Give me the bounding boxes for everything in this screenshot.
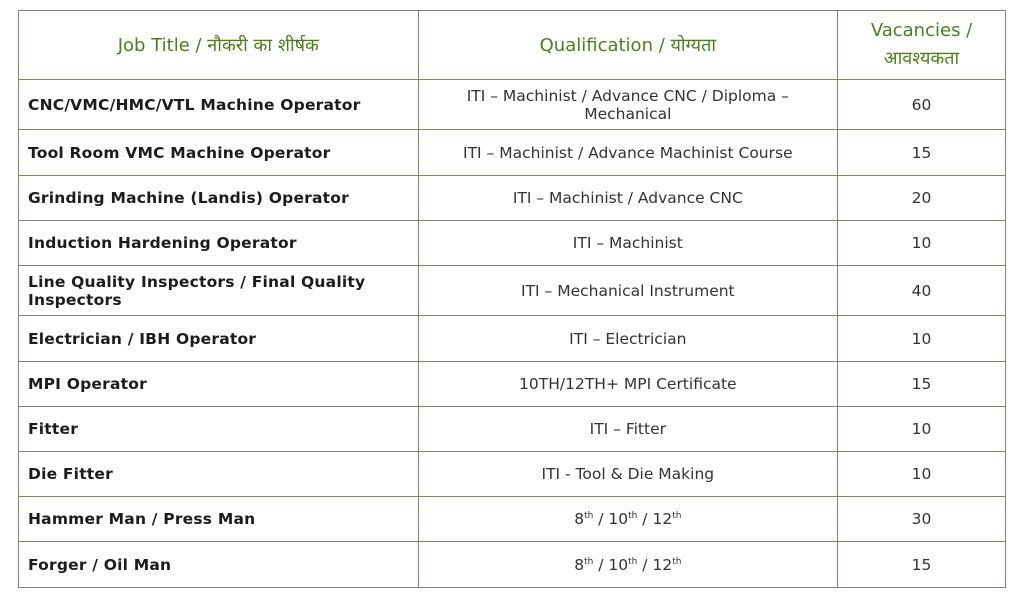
vacancies-cell: 15 — [838, 362, 1006, 407]
table-row — [19, 130, 1006, 176]
ordinal-suffix: th — [628, 556, 638, 567]
ordinal-suffix: th — [628, 510, 638, 521]
qualification-cell — [418, 407, 837, 452]
vacancies-cell: 40 — [838, 266, 1006, 316]
ordinal-suffix: th — [584, 510, 594, 521]
table-row — [19, 221, 1006, 266]
qualification-text: ITI – Mechanical Instrument — [521, 281, 735, 300]
qualification-cell — [418, 80, 837, 130]
job-title-cell: Die Fitter — [19, 452, 419, 497]
header-row — [19, 11, 1006, 80]
job-title-cell: Line Quality Inspectors / Final Quality Inspectors — [19, 266, 419, 316]
job-title-cell: CNC/VMC/HMC/VTL Machine Operator — [19, 80, 419, 130]
qualification-cell — [418, 130, 837, 176]
qualification-text: ITI – Electrician — [569, 329, 687, 348]
qualification-text: / 12 — [637, 555, 673, 574]
jobs-table — [18, 10, 1006, 588]
job-title-cell: Hammer Man / Press Man — [19, 497, 419, 542]
vacancies-cell: 20 — [838, 176, 1006, 221]
table-row — [19, 80, 1006, 130]
vacancies-cell: 30 — [838, 497, 1006, 542]
header-vacancies: Vacancies / आवश्यकता — [838, 11, 1006, 80]
vacancies-cell: 10 — [838, 221, 1006, 266]
qualification-text: ITI – Machinist — [572, 234, 683, 252]
qualification-text: / 10 — [593, 510, 629, 528]
table-row — [19, 407, 1006, 452]
qualification-cell — [418, 221, 837, 266]
table-row — [19, 316, 1006, 362]
qualification-text: ITI - Tool & Die Making — [541, 465, 715, 483]
job-title-cell: Tool Room VMC Machine Operator — [19, 130, 419, 176]
table-row — [19, 497, 1006, 542]
qualification-text: ITI – Machinist / Advance Machinist Course — [463, 143, 793, 162]
qualification-cell — [418, 316, 837, 362]
qualification-text: 8 — [574, 555, 585, 574]
vacancies-cell: 15 — [838, 542, 1006, 588]
qualification-text: ITI – Fitter — [589, 420, 666, 438]
table-body — [19, 80, 1006, 588]
job-title-cell: Electrician / IBH Operator — [19, 316, 419, 362]
ordinal-suffix: th — [672, 556, 682, 567]
qualification-text: ITI – Machinist / Advance CNC / Diploma – Mechanical — [466, 86, 789, 123]
header-job-title: Job Title / नौकरी का शीर्षक — [19, 11, 419, 80]
qualification-cell — [418, 266, 837, 316]
job-title-cell: Fitter — [19, 407, 419, 452]
qualification-cell — [418, 452, 837, 497]
job-title-cell: MPI Operator — [19, 362, 419, 407]
qualification-text: / 10 — [593, 555, 629, 574]
table-row — [19, 362, 1006, 407]
vacancies-cell: 60 — [838, 80, 1006, 130]
qualification-text: 8 — [574, 510, 585, 528]
vacancies-cell: 10 — [838, 452, 1006, 497]
qualification-text: 10TH/12TH+ MPI Certificate — [519, 375, 737, 393]
table-row — [19, 452, 1006, 497]
vacancies-cell: 10 — [838, 316, 1006, 362]
qualification-text: ITI – Machinist / Advance CNC — [512, 189, 743, 207]
table-row — [19, 542, 1006, 588]
vacancies-cell: 15 — [838, 130, 1006, 176]
job-title-cell: Forger / Oil Man — [19, 542, 419, 588]
table-row — [19, 176, 1006, 221]
table-row — [19, 266, 1006, 316]
job-title-cell: Grinding Machine (Landis) Operator — [19, 176, 419, 221]
ordinal-suffix: th — [584, 556, 594, 567]
qualification-cell — [418, 362, 837, 407]
job-title-cell: Induction Hardening Operator — [19, 221, 419, 266]
qualification-cell — [418, 542, 837, 588]
qualification-text: / 12 — [637, 510, 673, 528]
ordinal-suffix: th — [672, 510, 682, 521]
vacancies-cell: 10 — [838, 407, 1006, 452]
qualification-cell — [418, 176, 837, 221]
qualification-cell — [418, 497, 837, 542]
header-qualification: Qualification / योग्यता — [418, 11, 837, 80]
